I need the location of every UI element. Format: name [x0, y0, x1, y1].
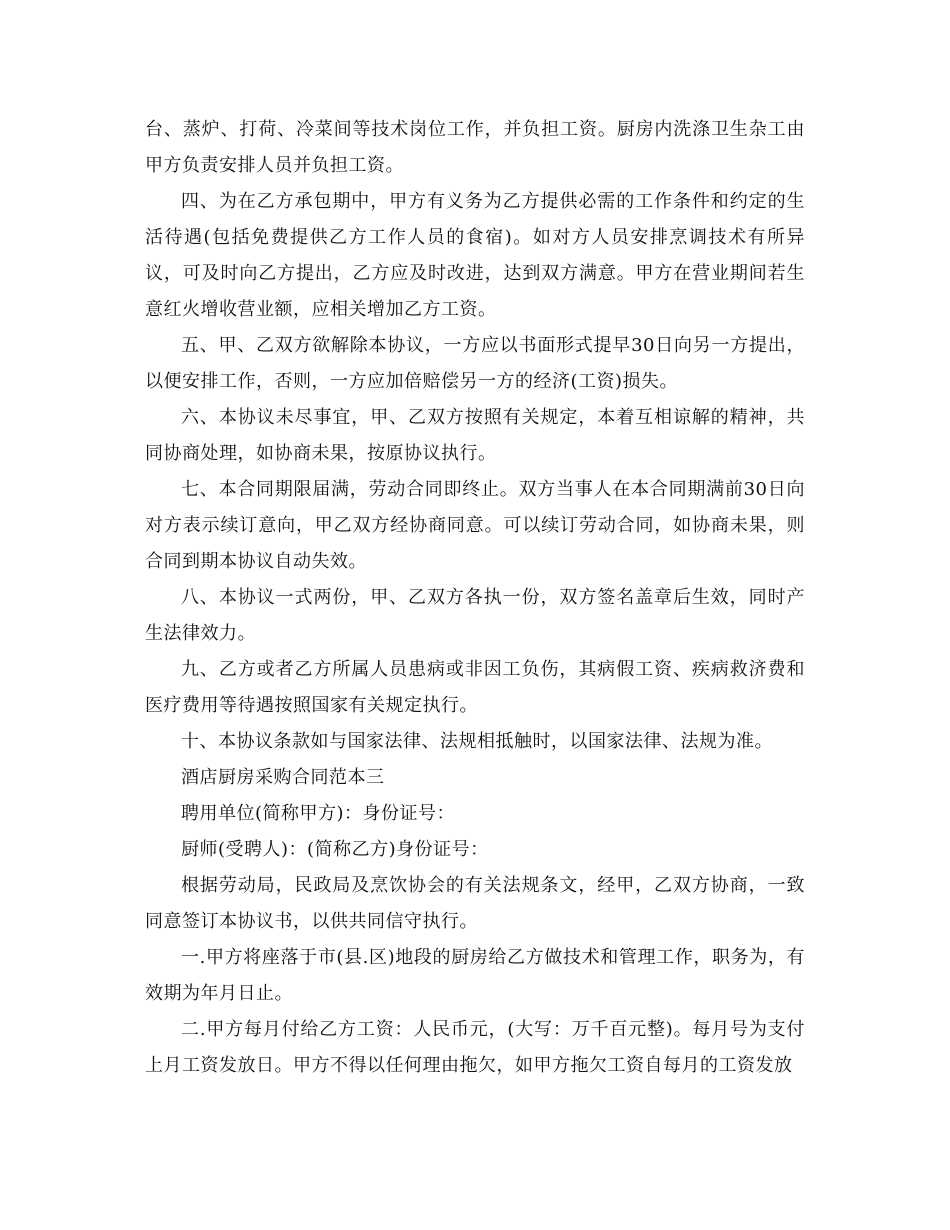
article-2-paragraph: 二.甲方每月付给乙方工资：人民币元，(大写：万千百元整)。每月号为支付上月工资发放日。甲方不得以任何理由拖欠，如甲方拖欠工资自每月的工资发放 [145, 1019, 805, 1076]
section-heading: 酒店厨房采购合同范本三 [181, 767, 385, 788]
clause-8-paragraph: 八、本协议一式两份，甲、乙双方各执一份，双方签名盖章后生效，同时产生法律效力。 [145, 587, 805, 644]
clause-10-paragraph: 十、本协议条款如与国家法律、法规相抵触时，以国家法律、法规为准。 [181, 731, 773, 752]
document-body [145, 112, 805, 1084]
paragraph-continuation: 台、蒸炉、打荷、冷菜间等技术岗位工作，并负担工资。厨房内洗涤卫生杂工由甲方负责安排人员并负担工资。 [145, 119, 805, 176]
party-a-line: 聘用单位(简称甲方)：身份证号： [181, 803, 456, 824]
clause-9-paragraph: 九、乙方或者乙方所属人员患病或非因工负伤，其病假工资、疾病救济费和医疗费用等待遇按照国家有关规定执行。 [145, 659, 805, 716]
clause-5-paragraph: 五、甲、乙双方欲解除本协议，一方应以书面形式提早30日向另一方提出，以便安排工作，否则，一方应加倍赔偿另一方的经济(工资)损失。 [145, 335, 805, 392]
clause-7-paragraph: 七、本合同期限届满，劳动合同即终止。双方当事人在本合同期满前30日向对方表示续订意向，甲乙双方经协商同意。可以续订劳动合同，如协商未果，则合同到期本协议自动失效。 [145, 479, 805, 572]
preamble-paragraph: 根据劳动局，民政局及烹饮协会的有关法规条文，经甲，乙双方协商，一致同意签订本协议书，以供共同信守执行。 [145, 875, 805, 932]
article-1-paragraph: 一.甲方将座落于市(县.区)地段的厨房给乙方做技术和管理工作，职务为，有效期为年月日止。 [145, 947, 805, 1004]
party-b-line: 厨师(受聘人)：(简称乙方)身份证号： [181, 839, 489, 860]
clause-4-paragraph: 四、为在乙方承包期中，甲方有义务为乙方提供必需的工作条件和约定的生活待遇(包括免费提供乙方工作人员的食宿)。如对方人员安排烹调技术有所异议，可及时向乙方提出，乙方应及时改进，达到双方满意。甲方在营业期间若生意红火增收营业额，应相关增加乙方工资。 [145, 191, 805, 320]
clause-6-paragraph: 六、本协议未尽事宜，甲、乙双方按照有关规定，本着互相谅解的精神，共同协商处理，如协商未果，按原协议执行。 [145, 407, 805, 464]
